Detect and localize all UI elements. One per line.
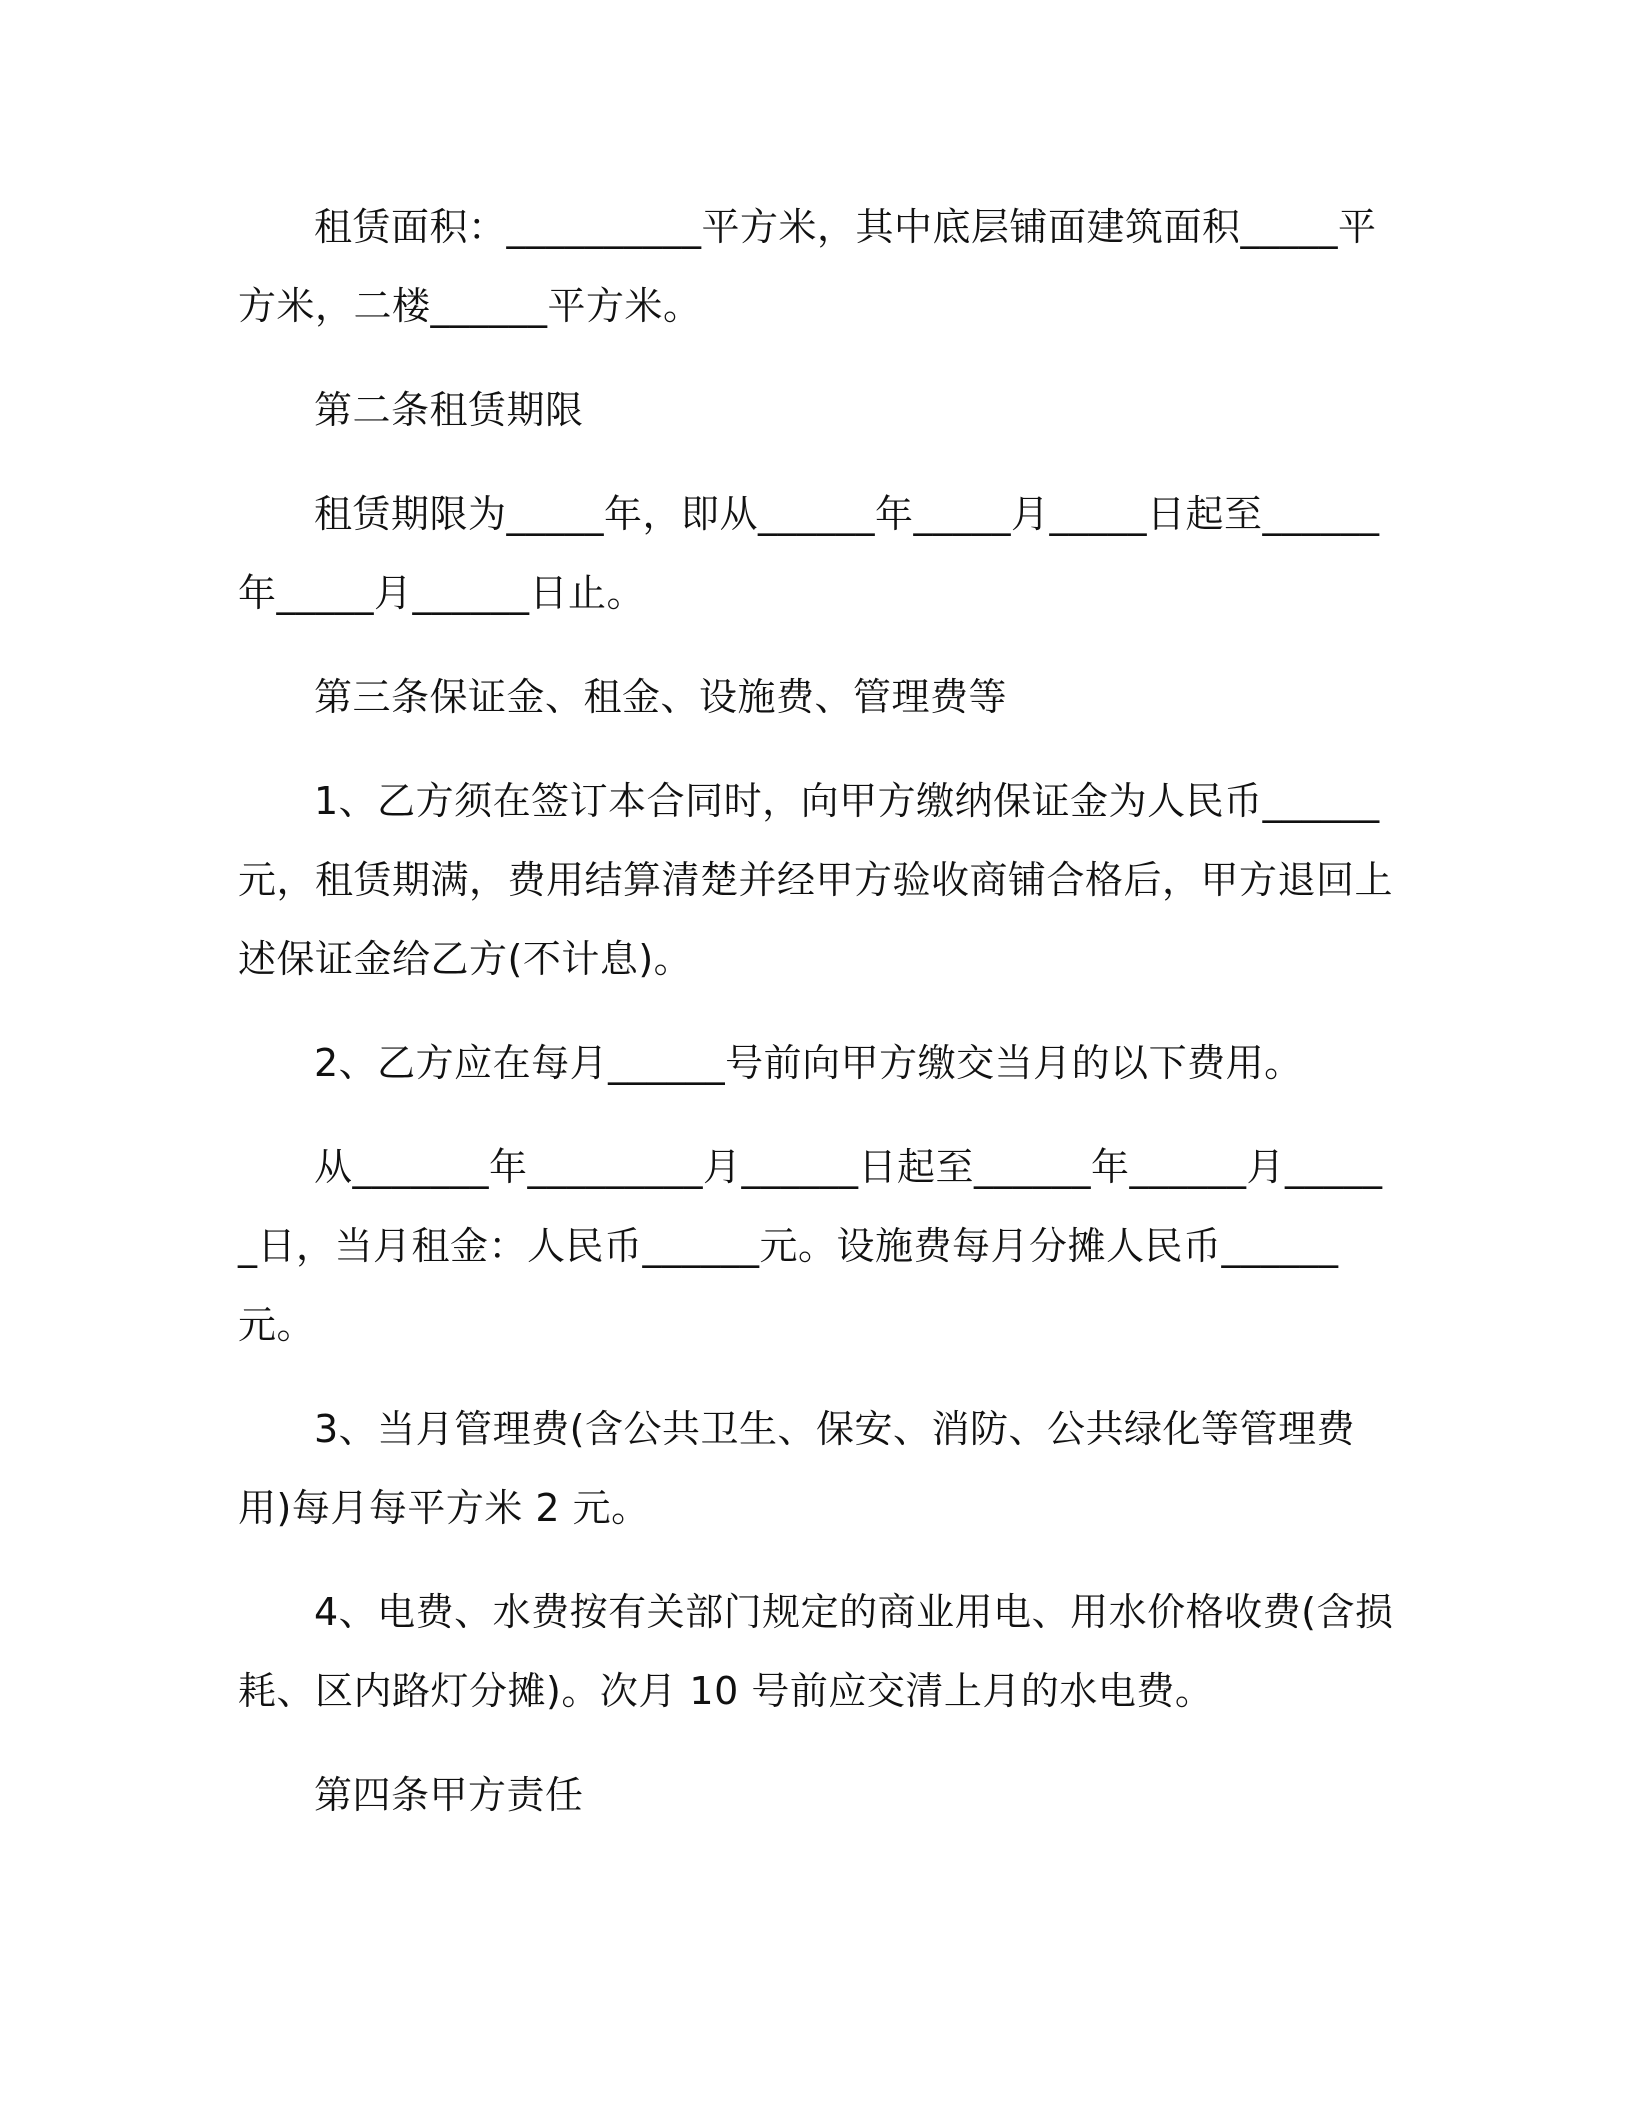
document-body [238,188,1398,1860]
paragraph-monthly-payment: 2、乙方应在每月______号前向甲方缴交当月的以下费用。 [314,1041,1303,1085]
article-2-heading: 第二条租赁期限 [314,388,584,432]
paragraph-rent: 从_______年_________月______日起至______年______月______日，当月租金：人民币______元。设施费每月分摊人民币______元。 [238,1145,1383,1347]
paragraph-lease-term: 租赁期限为_____年，即从______年_____月_____日起至______年_____月______日止。 [238,492,1380,615]
paragraph-management-fee: 3、当月管理费(含公共卫生、保安、消防、公共绿化等管理费用)每月每平方米 2 元。 [238,1407,1356,1530]
paragraph-utilities: 4、电费、水费按有关部门规定的商业用电、用水价格收费(含损耗、区内路灯分摊)。次月 10 号前应交清上月的水电费。 [238,1590,1394,1713]
article-3-heading: 第三条保证金、租金、设施费、管理费等 [314,675,1008,719]
paragraph-lease-area: 租赁面积：__________平方米，其中底层铺面建筑面积_____平方米，二楼______平方米。 [238,205,1377,328]
paragraph-deposit: 1、乙方须在签订本合同时，向甲方缴纳保证金为人民币______元，租赁期满，费用结算清楚并经甲方验收商铺合格后，甲方退回上述保证金给乙方(不计息)。 [238,779,1394,981]
article-4-heading: 第四条甲方责任 [314,1773,584,1817]
